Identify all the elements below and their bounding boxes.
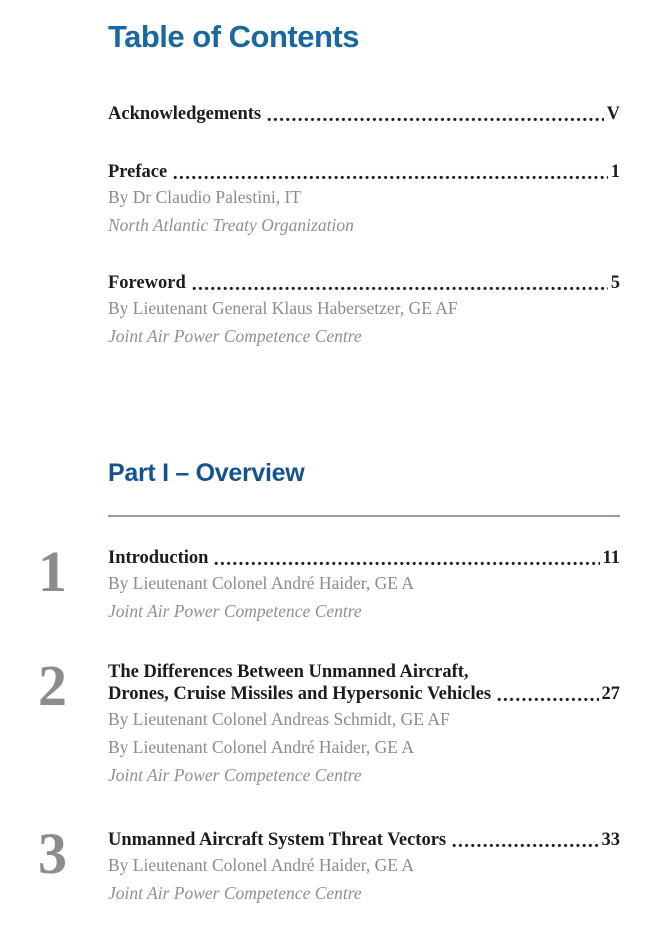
byline: By Lieutenant Colonel André Haider, GE A (108, 573, 414, 593)
chapter-entry-1 (0, 539, 620, 625)
organization: North Atlantic Treaty Organization (108, 215, 354, 235)
dot-leader (452, 843, 598, 848)
entry-title: Acknowledgements (108, 104, 262, 124)
part-heading: Part I – Overview (108, 459, 305, 487)
page-number: 27 (601, 684, 620, 704)
organization: Joint Air Power Competence Centre (108, 883, 362, 903)
entry-title: Foreword (108, 273, 186, 293)
toc-row (108, 547, 620, 569)
dot-leader (192, 286, 608, 291)
byline: By Lieutenant Colonel André Haider, GE A (108, 737, 414, 757)
toc-row (108, 103, 620, 125)
byline: By Lieutenant Colonel Andreas Schmidt, GE AF (108, 709, 450, 729)
toc-entry-acknowledgements (108, 103, 620, 125)
dot-leader (497, 697, 598, 702)
entry-title: Preface (108, 162, 168, 182)
organization: Joint Air Power Competence Centre (108, 326, 362, 346)
page-number: 1 (610, 162, 620, 182)
entry-title: Introduction (108, 548, 209, 568)
byline: By Lieutenant General Klaus Habersetzer, GE AF (108, 298, 458, 318)
chapter-body (108, 829, 620, 907)
entry-title: Unmanned Aircraft System Threat Vectors (108, 830, 447, 850)
page-number: 5 (610, 273, 620, 293)
byline: By Lieutenant Colonel André Haider, GE A (108, 855, 414, 875)
page-number: 33 (601, 830, 620, 850)
page-number: V (606, 104, 620, 124)
section-divider (108, 515, 620, 517)
chapters-section (0, 539, 620, 907)
byline: By Dr Claudio Palestini, IT (108, 187, 301, 207)
page-number: 11 (602, 548, 620, 568)
front-matter-section (108, 103, 620, 350)
entry-title-line-2: Drones, Cruise Missiles and Hypersonic Vehicles (108, 684, 492, 704)
page-title: Table of Contents (108, 19, 359, 54)
toc-row (108, 683, 620, 705)
chapter-number: 2 (38, 653, 67, 718)
chapter-body (108, 661, 620, 789)
chapter-body (108, 547, 620, 625)
toc-entry-preface (108, 161, 620, 239)
organization: Joint Air Power Competence Centre (108, 601, 362, 621)
entry-title-line-1: The Differences Between Unmanned Aircraft, (108, 662, 469, 682)
toc-row (108, 161, 620, 183)
toc-entry-foreword (108, 272, 620, 350)
chapter-number: 1 (38, 539, 67, 604)
chapter-entry-3 (0, 821, 620, 907)
dot-leader (214, 561, 599, 566)
chapter-number: 3 (38, 821, 67, 886)
dot-leader (267, 117, 603, 122)
chapter-entry-2 (0, 653, 620, 789)
organization: Joint Air Power Competence Centre (108, 765, 362, 785)
dot-leader (173, 175, 608, 180)
toc-row (108, 272, 620, 294)
toc-row (108, 829, 620, 851)
